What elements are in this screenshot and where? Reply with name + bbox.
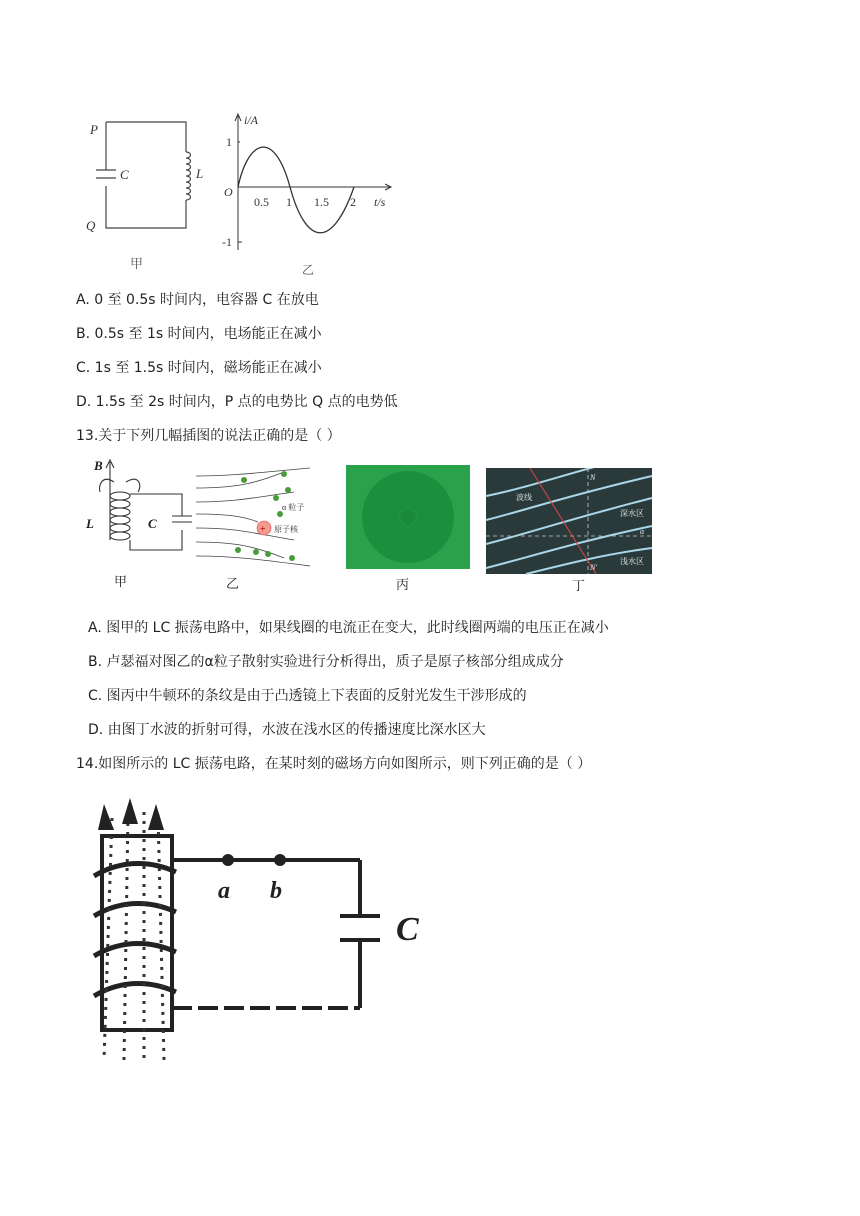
caption-yi-13: 乙 bbox=[226, 576, 240, 591]
q13-figure-ding bbox=[486, 468, 654, 594]
y-tick-neg1: -1 bbox=[222, 235, 232, 249]
caption-bing: 丙 bbox=[396, 577, 410, 592]
q14-figure bbox=[84, 798, 444, 1066]
x-tick-05: 0.5 bbox=[254, 195, 269, 209]
q12-option-a: A. 0 至 0.5s 时间内，电容器 C 在放电 bbox=[76, 292, 319, 308]
q13-figure-yi bbox=[194, 462, 318, 592]
label-q: Q bbox=[86, 218, 96, 233]
q12-figure-jia bbox=[82, 112, 222, 282]
q13-option-b: B. 卢瑟福对图乙的α粒子散射实验进行分析得出，质子是原子核部分组成成分 bbox=[88, 654, 564, 670]
point-b-label: b bbox=[270, 878, 282, 904]
q13-option-c: C. 图丙中牛顿环的条纹是由于凸透镜上下表面的反射光发生干涉形成的 bbox=[88, 688, 527, 704]
label-l: L bbox=[196, 166, 204, 181]
x-tick-2: 2 bbox=[350, 195, 356, 209]
q12-option-d: D. 1.5s 至 2s 时间内，P 点的电势比 Q 点的电势低 bbox=[76, 394, 398, 410]
q12-figure-yi bbox=[222, 110, 402, 282]
q13-option-d: D. 由图丁水波的折射可得，水波在浅水区的传播速度比深水区大 bbox=[88, 722, 486, 738]
capacitor-label: C bbox=[396, 911, 419, 948]
q13-figure-jia bbox=[84, 456, 194, 592]
q13-stem: 13.关于下列几幅插图的说法正确的是（ ） bbox=[76, 428, 341, 444]
caption-jia: 甲 bbox=[130, 256, 144, 271]
label-p: P bbox=[90, 122, 98, 137]
nucleus-label: 原子核 bbox=[274, 525, 298, 534]
alpha-label: α 粒子 bbox=[282, 503, 305, 512]
label-c2: C bbox=[148, 516, 157, 531]
y-axis-label: i/A bbox=[244, 113, 258, 127]
n-prime-label: N' bbox=[590, 563, 598, 572]
q13-option-a: A. 图甲的 LC 振荡电路中，如果线圈的电流正在变大，此时线圈两端的电压正在减小 bbox=[88, 620, 609, 636]
caption-jia-13: 甲 bbox=[114, 574, 128, 589]
n-label: N bbox=[590, 473, 596, 482]
x-tick-1: 1 bbox=[286, 195, 292, 209]
alpha-angle-label: α bbox=[640, 527, 645, 536]
wave-label: 波线 bbox=[516, 493, 532, 502]
point-a-label: a bbox=[218, 878, 230, 904]
x-tick-15: 1.5 bbox=[314, 195, 329, 209]
q12-option-c: C. 1s 至 1.5s 时间内，磁场能正在减小 bbox=[76, 360, 322, 376]
q12-option-b: B. 0.5s 至 1s 时间内，电场能正在减小 bbox=[76, 326, 322, 342]
label-c: C bbox=[120, 167, 129, 182]
q14-stem: 14.如图所示的 LC 振荡电路，在某时刻的磁场方向如图所示，则下列正确的是（ ） bbox=[76, 756, 592, 772]
q13-figure-bing bbox=[346, 465, 470, 593]
y-tick-1: 1 bbox=[226, 135, 232, 149]
caption-ding: 丁 bbox=[572, 578, 586, 593]
label-b: B bbox=[94, 458, 103, 473]
caption-yi: 乙 bbox=[302, 263, 315, 277]
label-l2: L bbox=[86, 516, 94, 531]
x-axis-label: t/s bbox=[374, 195, 386, 209]
current-curve bbox=[238, 147, 354, 233]
deep-label: 深水区 bbox=[620, 509, 644, 518]
svg-text:+: + bbox=[260, 524, 266, 535]
origin-label: O bbox=[224, 185, 233, 199]
shallow-label: 浅水区 bbox=[620, 557, 644, 566]
